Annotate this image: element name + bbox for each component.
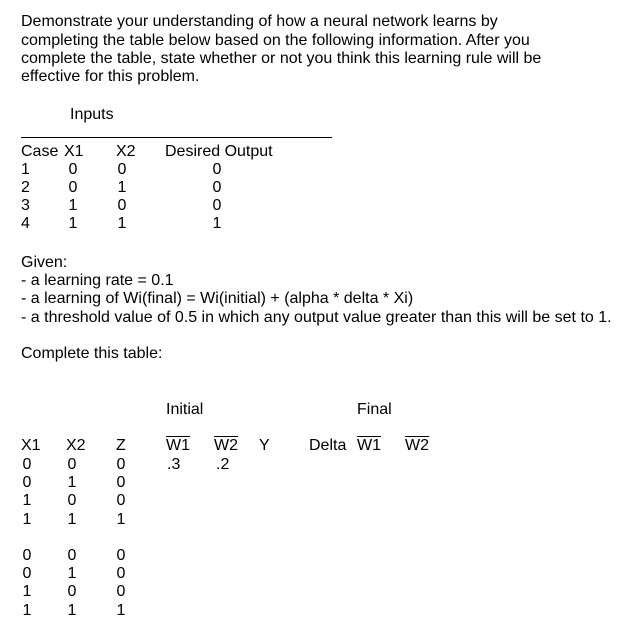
x2-cell: 0 <box>67 583 77 600</box>
z-cell: 0 <box>116 456 126 473</box>
x2-cell: 1 <box>67 474 77 491</box>
intro-line-2: completing the table below based on the following information. After you <box>21 32 530 49</box>
final-group-header: Final <box>357 401 392 418</box>
desired-cell: 1 <box>212 215 222 232</box>
case-cell: 3 <box>21 197 30 214</box>
x2-cell: 1 <box>117 215 127 232</box>
x2-cell: 0 <box>67 547 77 564</box>
x1-cell: 1 <box>68 197 78 214</box>
col-initial-w2: W2 <box>214 437 238 454</box>
z-cell: 0 <box>116 565 126 582</box>
col-initial-w1: W1 <box>166 437 190 454</box>
given-item: - a learning rate = 0.1 <box>21 272 174 289</box>
desired-cell: 0 <box>212 179 222 196</box>
x1-cell: 1 <box>22 602 32 619</box>
x1-cell: 1 <box>22 583 32 600</box>
x1-cell: 0 <box>22 565 32 582</box>
x2-cell: 0 <box>117 161 127 178</box>
x1-cell: 1 <box>22 492 32 509</box>
col-y: Y <box>259 437 270 454</box>
case-cell: 2 <box>21 179 30 196</box>
desired-cell: 0 <box>212 161 222 178</box>
header-desired-output: Desired Output <box>165 143 273 160</box>
header-x2: X2 <box>116 143 136 160</box>
x1-cell: 0 <box>68 161 78 178</box>
x1-cell: 1 <box>68 215 78 232</box>
z-cell: 0 <box>116 547 126 564</box>
header-x1: X1 <box>64 143 84 160</box>
given-item: - a learning of Wi(final) = Wi(initial) + (alpha * delta * Xi) <box>21 290 414 307</box>
intro-line-4: effective for this problem. <box>21 68 200 85</box>
col-x2: X2 <box>66 437 86 454</box>
initial-group-header: Initial <box>166 401 204 418</box>
case-cell: 1 <box>21 161 30 178</box>
x1-cell: 1 <box>22 511 32 528</box>
intro-line-1: Demonstrate your understanding of how a neural network learns by <box>21 13 498 30</box>
given-heading: Given: <box>21 254 68 271</box>
desired-cell: 0 <box>212 197 222 214</box>
table1-rule <box>21 137 332 138</box>
inputs-group-header: Inputs <box>70 106 114 123</box>
x2-cell: 1 <box>67 602 77 619</box>
header-case: Case <box>21 143 59 160</box>
case-cell: 4 <box>21 215 30 232</box>
initial-w2-value: .2 <box>216 456 230 473</box>
x1-cell: 0 <box>68 179 78 196</box>
complete-table-label: Complete this table: <box>21 345 163 362</box>
x1-cell: 0 <box>22 547 32 564</box>
x2-cell: 1 <box>117 179 127 196</box>
x2-cell: 1 <box>67 511 77 528</box>
col-z: Z <box>116 437 126 454</box>
col-delta: Delta <box>309 437 347 454</box>
intro-line-3: complete the table, state whether or not you think this learning rule will be <box>21 50 542 67</box>
z-cell: 0 <box>116 492 126 509</box>
col-final-w2: W2 <box>405 437 429 454</box>
z-cell: 1 <box>116 511 126 528</box>
initial-w1-value: .3 <box>167 456 181 473</box>
x1-cell: 0 <box>22 456 32 473</box>
x2-cell: 0 <box>67 456 77 473</box>
col-final-w1: W1 <box>357 437 381 454</box>
z-cell: 0 <box>116 474 126 491</box>
x2-cell: 1 <box>67 565 77 582</box>
z-cell: 1 <box>116 602 126 619</box>
given-item: - a threshold value of 0.5 in which any output value greater than this will be set to 1. <box>21 309 612 326</box>
x2-cell: 0 <box>67 492 77 509</box>
col-x1: X1 <box>21 437 41 454</box>
z-cell: 0 <box>116 583 126 600</box>
x2-cell: 0 <box>117 197 127 214</box>
x1-cell: 0 <box>22 474 32 491</box>
